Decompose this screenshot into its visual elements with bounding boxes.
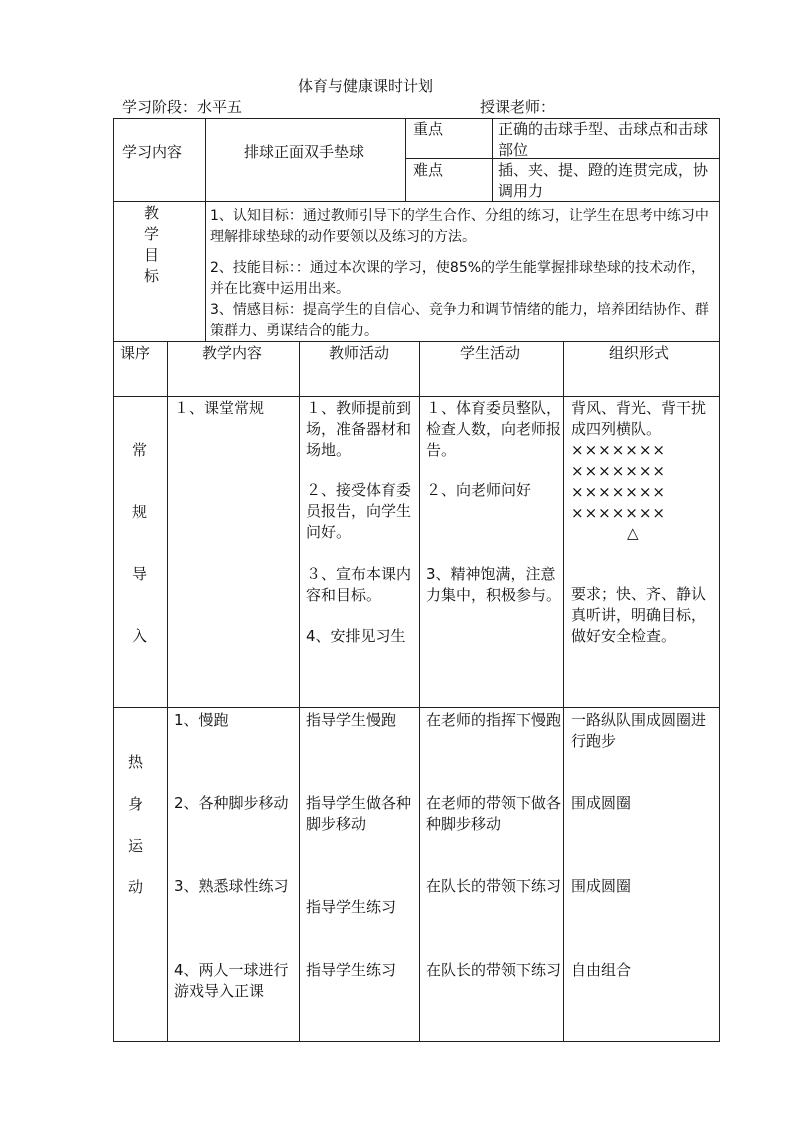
routine-student-3: 3、精神饱满，注意力集中，积极参与。 <box>426 565 562 604</box>
warmup-org-4: 自由组合 <box>571 961 632 979</box>
teacher-position-mark: △ <box>627 524 639 542</box>
routine-org-text: 背风、背光、背干扰成四列横队。 <box>571 399 707 438</box>
difficulty-label: 难点 <box>413 161 444 179</box>
header-lesson-order: 课序 <box>120 344 151 362</box>
warmup-content-2: 2、各种脚步移动 <box>174 794 289 812</box>
key-point-label: 重点 <box>413 120 444 138</box>
warmup-content-1: 1、慢跑 <box>174 711 229 729</box>
goal-affective: 3、情感目标：提高学生的自信心、竞争力和调节情绪的能力，培养团结协作、群策群力、勇谋结合的能力。 <box>210 302 709 339</box>
warmup-org-1: 一路纵队围成圆圈进行跑步 <box>571 711 707 750</box>
learning-stage: 学习阶段：水平五 <box>122 98 243 116</box>
warmup-org-2: 围成圆圈 <box>571 794 632 812</box>
header-organization: 组织形式 <box>609 344 670 362</box>
warmup-teacher-3: 指导学生练习 <box>306 898 397 916</box>
routine-teacher-2: ２、接受体育委员报告，向学生问好。 <box>306 481 412 541</box>
routine-teacher-1: １、教师提前到场，准备器材和场地。 <box>306 399 412 459</box>
difficulty-value: 插、夹、提、蹬的连贯完成，协调用力 <box>498 161 709 200</box>
routine-content: １、课堂常规 <box>174 399 265 417</box>
routine-teacher-4: 4、安排见习生 <box>306 627 406 645</box>
page-title: 体育与健康课时计划 <box>298 77 434 95</box>
routine-teacher-3: ３、宣布本课内容和目标。 <box>306 565 412 604</box>
warmup-student-1: 在老师的指挥下慢跑 <box>426 711 562 729</box>
header-student-activity: 学生活动 <box>460 344 521 362</box>
warmup-teacher-1: 指导学生慢跑 <box>306 711 397 729</box>
warmup-student-3: 在队长的带领下练习 <box>426 877 562 895</box>
routine-student-1: １、体育委员整队，检查人数，向老师报告。 <box>426 399 562 459</box>
warmup-org-3: 围成圆圈 <box>571 877 632 895</box>
content-value: 排球正面双手垫球 <box>244 143 365 161</box>
warmup-student-4: 在队长的带领下练习 <box>426 961 562 979</box>
warmup-content-4: 4、两人一球进行游戏导入正课 <box>174 961 289 1000</box>
routine-student-2: ２、向老师问好 <box>426 481 532 499</box>
warmup-content-3: 3、熟悉球性练习 <box>174 877 289 895</box>
warmup-student-2: 在老师的带领下做各种脚步移动 <box>426 794 562 833</box>
header-teaching-content: 教学内容 <box>202 344 263 362</box>
header-teacher-activity: 教师活动 <box>329 344 390 362</box>
warmup-teacher-4: 指导学生练习 <box>306 961 397 979</box>
goal-cognitive: 1、认知目标：通过教师引导下的学生合作、分组的练习，让学生在思考中练习中理解排球垫球的动作要领以及练习的方法。 <box>210 208 709 245</box>
teacher-label: 授课老师： <box>480 98 556 116</box>
key-point-value: 正确的击球手型、击球点和击球部位 <box>498 120 709 159</box>
content-label: 学习内容 <box>122 143 183 161</box>
goal-skill: 2、技能目标：：通过本次课的学习，使85%的学生能掌握排球垫球的技术动作，并在比赛中运用出来。 <box>210 260 706 297</box>
warmup-teacher-2: 指导学生做各种脚步移动 <box>306 794 412 833</box>
routine-requirement: 要求；快、齐、静认真听讲，明确目标，做好安全检查。 <box>571 585 707 645</box>
